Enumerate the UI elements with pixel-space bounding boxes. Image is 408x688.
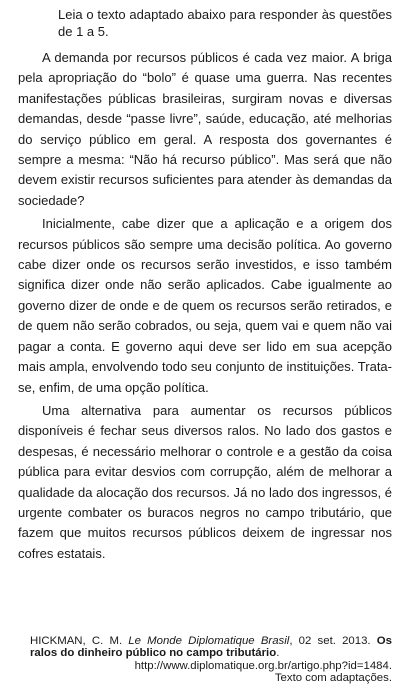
citation-main	[30, 635, 392, 660]
source-citation	[30, 635, 392, 685]
citation-date: , 02 set. 2013.	[289, 635, 371, 647]
paragraph-2: Inicialmente, cabe dizer que a aplicação e a origem dos recursos públicos são sempre uma decisão política. Ao governo cabe dizer onde os recursos serão investidos, e isso também significa dizer onde não serão aplicados. Cabe igualmente ao governo dizer de onde e de quem os recursos serão retirados, e de quem não serão cobrados, ou seja, quem vai e quem não vai pagar a conta. E governo aqui deve ser lido em sua acepção mais ampla, envolvendo todo seu conjunto de instituições. Trata-se, enfim, de uma opção política.	[18, 216, 392, 395]
document-body	[18, 6, 392, 567]
citation-author: HICKMAN, C. M.	[30, 635, 123, 647]
citation-title: Os ralos do dinheiro público no campo tributário	[30, 635, 392, 660]
citation-publication: Le Monde Diplomatique Brasil	[128, 635, 290, 647]
paragraph-3: Uma alternativa para aumentar os recursos públicos disponíveis é fechar seus diversos ralos. No lado dos gastos e despesas, é necessário melhorar o controle e a gestão da coisa pública para evitar desvios com corrupção, além de melhorar a qualidade da alocação dos recursos. Já no lado dos ingressos, é urgente combater os buracos negros no campo tributário, que fazem que muitos recursos públicos deixem de ingressar nos cofres estatais.	[18, 402, 392, 561]
citation-title-end: .	[276, 647, 280, 660]
paragraph-1: A demanda por recursos públicos é cada vez maior. A briga pela apropriação do “bolo” é quase uma guerra. Nas recentes manifestações públicas brasileiras, surgiram novas e diversas demandas, desde “passe livre”, saúde, educação, até melhorias do serviço público em geral. A resposta dos governantes é sempre a mesma: “Não há recurso público”. Mas será que não devem existir recursos suficientes para atender às demandas da sociedade?	[18, 50, 392, 208]
instruction-text: Leia o texto adaptado abaixo para responder às questões de 1 a 5.	[58, 7, 392, 39]
citation-url: http://www.diplomatique.org.br/artigo.php?id=1484.	[134, 659, 392, 672]
citation-note: Texto com adaptações.	[274, 672, 392, 685]
